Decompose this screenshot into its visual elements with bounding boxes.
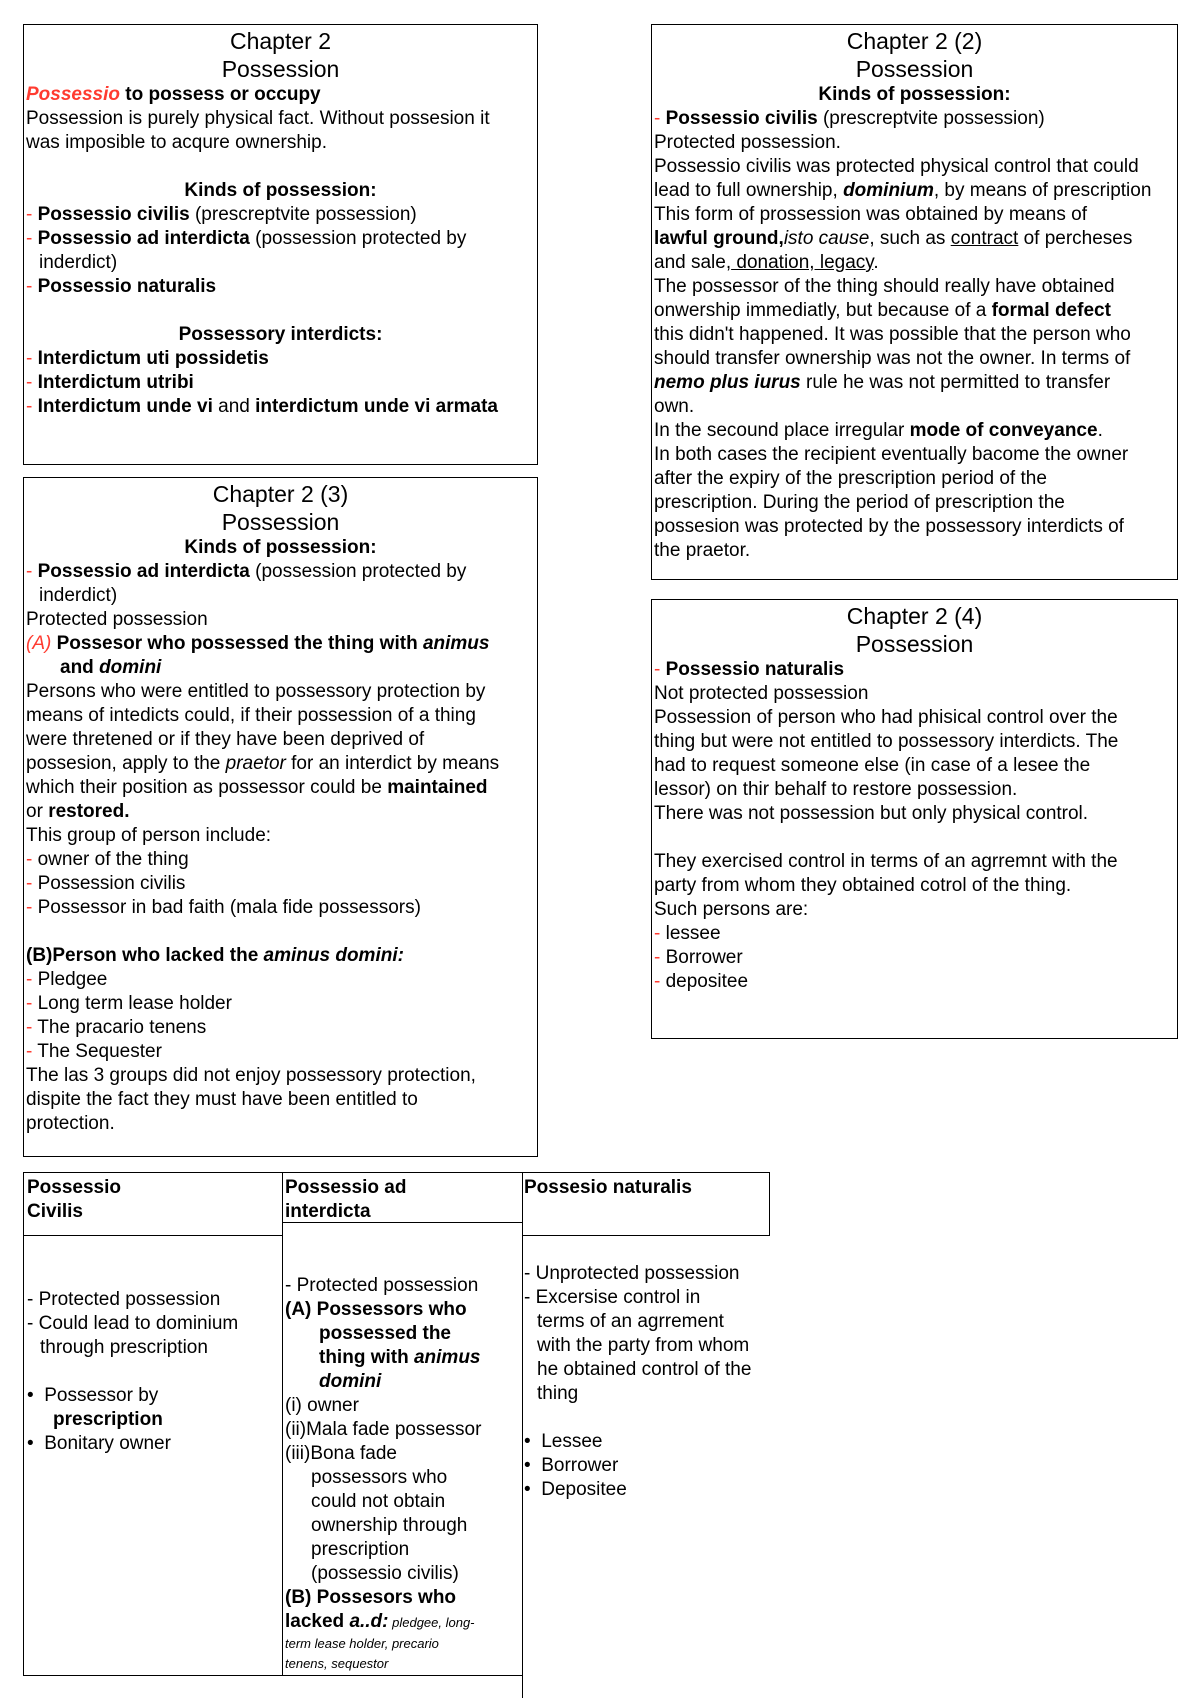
list-item: - Possessor in bad faith (mala fide possessors): [26, 897, 421, 918]
group-a-heading: (A) Possesor who possessed the thing with animus: [26, 633, 490, 654]
chapter-2-2-card: [651, 24, 1178, 580]
text-line: protection.: [26, 1113, 115, 1134]
list-item: - Interdictum uti possidetis: [26, 348, 269, 369]
list-item: - depositee: [654, 971, 749, 992]
text-line: lawful ground,isto cause, such as contract of percheses: [654, 228, 1133, 249]
text-line: were thretened or if they have been deprived of: [26, 729, 425, 750]
card-title: Chapter 2 (2): [846, 28, 983, 54]
list-item: - Possessio naturalis: [26, 276, 217, 297]
list-item: - Possessio civilis (prescreptvite possession): [654, 108, 1045, 129]
interdicts-heading: Possessory interdicts:: [178, 324, 383, 345]
text-line: The possessor of the thing should really have obtained: [654, 276, 1115, 297]
chapter-2-3-card: [23, 477, 538, 1157]
column-header: Possessio Civilis: [27, 1177, 121, 1222]
text-line: this didn't happened. It was possible that the person who: [654, 324, 1131, 345]
kinds-heading: Kinds of possession:: [184, 537, 377, 558]
text-line: prescription. During the period of prescription the: [654, 492, 1065, 513]
list-item: - owner of the thing: [26, 849, 189, 870]
text-line: Protected possession: [26, 609, 208, 630]
text-line: Not protected possession: [654, 683, 869, 704]
text-line: possesion, apply to the praetor for an interdict by means: [26, 753, 500, 774]
kinds-heading: Kinds of possession:: [818, 84, 1011, 105]
text-line: There was not possession but only physical control.: [654, 803, 1089, 824]
text-line: was imposible to acqure ownership.: [26, 132, 327, 153]
card-title: Chapter 2 (4): [846, 603, 983, 629]
text-line: after the expiry of the prescription period of the: [654, 468, 1047, 489]
text-line: own.: [654, 396, 695, 417]
text-line: lead to full ownership, dominium, by means of prescription: [654, 180, 1152, 201]
text-line: or restored.: [26, 801, 130, 822]
table-line: [522, 1172, 523, 1698]
table-cell: - Protected possession (A) Possessors who possessed the thing with animus domini (i) owner (ii)Mala fade possessor (iii)Bona fade possessors who could not obtain ownership through prescription (possessio civilis) (B) Possesors who lacked a..d: pledgee, long- term lease holder, precario tenens, sequestor: [285, 1275, 482, 1671]
text-line: should transfer ownership was not the owner. In terms of: [654, 348, 1131, 369]
list-item: - The pracario tenens: [26, 1017, 207, 1038]
table-line: [282, 1172, 283, 1676]
card-subtitle: Possession: [221, 509, 340, 535]
text-line: The las 3 groups did not enjoy possessory protection,: [26, 1065, 476, 1086]
column-header: Possesio naturalis: [524, 1177, 692, 1198]
text-line: Possession is purely physical fact. Without possesion it: [26, 108, 490, 129]
card-subtitle: Possession: [221, 56, 340, 82]
text-line: and sale, donation, legacy.: [654, 252, 879, 273]
list-item: - Pledgee: [26, 969, 108, 990]
list-item-cont: inderdict): [39, 585, 118, 606]
group-a-heading-cont: and domini: [60, 657, 162, 678]
text-line: Possession of person who had phisical control over the: [654, 707, 1118, 728]
list-item: - Long term lease holder: [26, 993, 232, 1014]
list-item: - Possession civilis: [26, 873, 186, 894]
column-header: Possessio ad interdicta: [285, 1177, 407, 1222]
text-line: means of intedicts could, if their possession of a thing: [26, 705, 476, 726]
text-line: party from whom they obtained cotrol of the thing.: [654, 875, 1072, 896]
text-line: lessor) on thir behalf to restore possession.: [654, 779, 1018, 800]
kinds-heading: Kinds of possession:: [184, 180, 377, 201]
list-item: - Possessio ad interdicta (possession protected by: [26, 228, 467, 249]
text-line: had to request someone else (in case of a lesee the: [654, 755, 1091, 776]
text-line: which their position as possessor could be maintained: [26, 777, 488, 798]
table-cell: - Protected possession - Could lead to dominium through prescription • Possessor by prescription • Bonitary owner: [27, 1289, 239, 1454]
chapter-2-4-card: [651, 599, 1178, 1039]
text-line: dispite the fact they must have been entitled to: [26, 1089, 418, 1110]
text-line: They exercised control in terms of an agrremnt with the: [654, 851, 1118, 872]
table-line: [23, 1172, 770, 1173]
definition-line: Possessio to possess or occupy: [26, 84, 321, 105]
card-subtitle: Possession: [855, 56, 974, 82]
text-line: In both cases the recipient eventually bacome the owner: [654, 444, 1129, 465]
card-subtitle: Possession: [855, 631, 974, 657]
table-line: [769, 1172, 770, 1236]
list-item: - Borrower: [654, 947, 743, 968]
text-line: In the secound place irregular mode of conveyance.: [654, 420, 1103, 441]
list-item: - Possessio naturalis: [654, 659, 845, 680]
text-line: the praetor.: [654, 540, 751, 561]
list-item: - Interdictum utribi: [26, 372, 194, 393]
table-line: [23, 1172, 24, 1676]
text-line: Such persons are:: [654, 899, 809, 920]
list-item-cont: inderdict): [39, 252, 118, 273]
text-line: onwership immediatly, but because of a formal defect: [654, 300, 1111, 321]
text-line: Protected possession.: [654, 132, 841, 153]
chapter-2-card: [23, 24, 538, 465]
text-line: This form of prossession was obtained by means of: [654, 204, 1087, 225]
list-item: - lessee: [654, 923, 721, 944]
list-item: - The Sequester: [26, 1041, 162, 1062]
list-item: - Possessio ad interdicta (possession protected by: [26, 561, 467, 582]
table-cell: - Unprotected possession - Excersise control in terms of an agrrement with the party from whom he obtained control of the thing • Lessee • Borrower • Depositee: [524, 1263, 752, 1500]
table-line: [522, 1235, 770, 1236]
text-line: Persons who were entitled to possessory protection by: [26, 681, 486, 702]
table-line: [23, 1235, 282, 1236]
list-item: - Interdictum unde vi and interdictum unde vi armata: [26, 396, 498, 417]
text-line: thing but were not entitled to possessory interdicts. The: [654, 731, 1119, 752]
list-item: - Possessio civilis (prescreptvite possession): [26, 204, 417, 225]
group-b-heading: (B)Person who lacked the aminus domini:: [26, 945, 404, 966]
text-line: Possessio civilis was protected physical control that could: [654, 156, 1139, 177]
card-title: Chapter 2: [229, 28, 331, 54]
table-line: [23, 1675, 523, 1676]
text-line: nemo plus iurus rule he was not permitted to transfer: [654, 372, 1111, 393]
text-line: This group of person include:: [26, 825, 272, 846]
card-title: Chapter 2 (3): [212, 481, 349, 507]
text-line: possesion was protected by the possessory interdicts of: [654, 516, 1124, 537]
